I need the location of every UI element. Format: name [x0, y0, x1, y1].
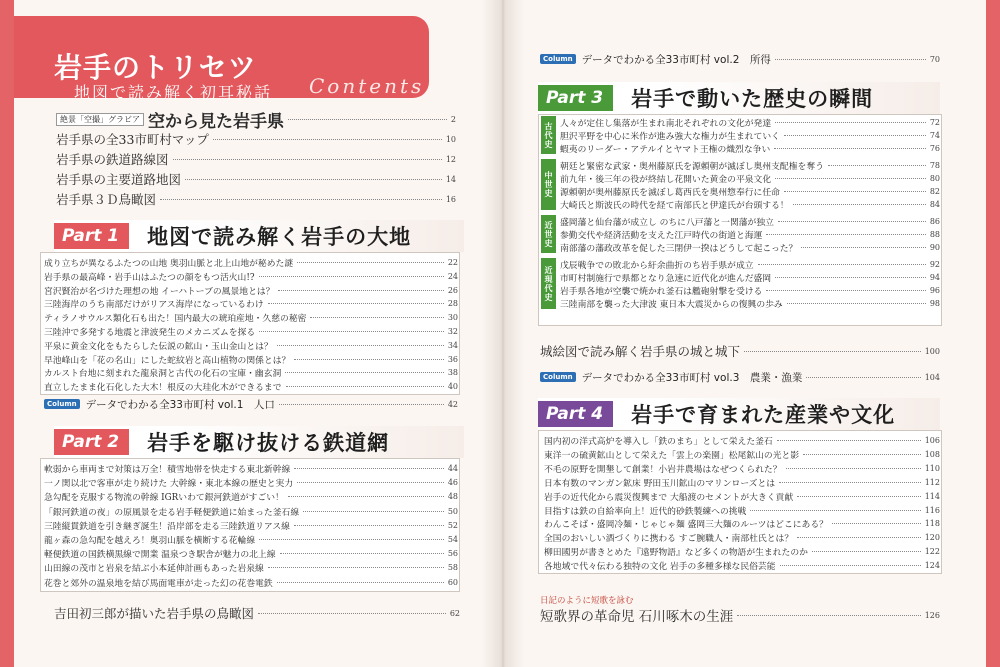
toc-entry[interactable]	[44, 490, 458, 503]
page-number: 124	[924, 561, 940, 571]
entry-title: 市町村制施行で県都となり急速に近代化が進んだ盛岡	[560, 273, 772, 284]
leader-dots	[288, 119, 447, 120]
entry-title: 三陸海岸のうち南部だけがリアス海岸になっているわけ	[44, 300, 264, 311]
toc-entry[interactable]	[544, 490, 940, 503]
era-tag	[541, 258, 556, 309]
toc-entry[interactable]	[44, 380, 458, 393]
leader-dots	[173, 159, 442, 160]
page-number: 90	[929, 242, 940, 252]
leader-dots	[775, 178, 926, 179]
page-number: 84	[929, 199, 940, 209]
entry-title: 山田線の茂市と岩泉を結ぶ小本延伸計画もあった岩泉線	[44, 564, 264, 575]
leader-dots	[766, 234, 925, 235]
leader-dots	[258, 613, 446, 614]
entry-title: 前九年・後三年の役が終結し花開いた黄金の平泉文化	[560, 174, 772, 185]
page-number: 42	[447, 399, 458, 409]
leader-dots	[277, 582, 444, 583]
part1-header	[54, 220, 464, 252]
entry-title: わんこそば・盛岡冷麺・じゃじゃ麺 盛岡三大麺のルーツはどこにある？	[544, 520, 828, 531]
page-number: 46	[447, 478, 458, 488]
page-number: 98	[929, 298, 940, 308]
toc-entry[interactable]	[544, 517, 940, 530]
entry-title: 「銀河鉄道の夜」の原風景を走る岩手軽便鉄道に始まった釜石線	[44, 507, 300, 518]
leader-dots	[280, 553, 444, 554]
leader-dots	[259, 331, 444, 332]
entry-title: ティラノサウルス類化石も出た！国内最大の琥珀産地・久慈の秘密	[44, 314, 307, 325]
page-number: 62	[449, 608, 460, 618]
book-gutter	[482, 0, 524, 667]
final-entry[interactable]	[540, 606, 940, 624]
column-title: データでわかる全33市町村 vol.3 農業・漁業	[581, 371, 803, 384]
page-number: 88	[929, 229, 940, 239]
leader-dots	[294, 468, 443, 469]
leader-dots	[812, 551, 921, 552]
toc-entry[interactable]	[544, 476, 940, 489]
entry-title: 参勤交代や経済活動を支えた江戸時代の街道と海運	[560, 230, 763, 241]
page-number: 58	[447, 563, 458, 573]
entry-title: 岩手県の全33市町村マップ	[56, 132, 209, 147]
toc-entry[interactable]	[56, 190, 456, 208]
page-number: 16	[445, 194, 456, 204]
toc-entry[interactable]	[56, 150, 456, 168]
era-label: 中世史	[544, 171, 553, 198]
entry-title: 直立したまま化石化した大木！根反の大珪化木ができるまで	[44, 383, 282, 394]
toc-entry[interactable]	[44, 256, 458, 269]
toc-entry[interactable]	[544, 434, 940, 447]
entry-title: 平泉に黄金文化をもたらした伝説の鉱山・玉山金山とは？	[44, 341, 273, 352]
toc-entry[interactable]	[44, 284, 458, 297]
leader-dots	[744, 351, 921, 352]
page-number: 120	[924, 533, 940, 543]
entry-title: 不毛の原野を開墾して創業！小岩井農場はなぜつくられた？	[544, 464, 782, 475]
leader-dots	[286, 386, 444, 387]
leader-dots	[828, 165, 926, 166]
page-number: 126	[924, 610, 940, 620]
leader-dots	[784, 135, 926, 136]
page-number: 80	[929, 173, 940, 183]
page-number: 56	[447, 549, 458, 559]
final-lead: 日記のように短歌を詠む	[540, 596, 634, 606]
toc-entry[interactable]	[544, 448, 940, 461]
entry-title: 成り立ちが異なるふたつの山地 奥羽山脈と北上山地が秘めた謎	[44, 259, 294, 269]
entry-title: 軽便鉄道の国鉄横黒線で開業 温泉つき駅舎が魅力の北上線	[44, 550, 276, 561]
entry-title: 吉田初三郎が描いた岩手県の鳥瞰図	[54, 606, 255, 621]
toc-entry[interactable]	[44, 561, 458, 574]
leader-dots	[801, 247, 925, 248]
era-label: 近世史	[544, 220, 553, 248]
toc-entry[interactable]	[560, 215, 940, 228]
column-badge: Column	[44, 399, 80, 409]
page-number: 52	[447, 520, 458, 530]
page-number: 92	[929, 259, 940, 269]
entry-title: 花巻と郊外の温泉地を結び馬面電車が走った幻の花巻電鉄	[44, 578, 273, 589]
page-number: 48	[447, 492, 458, 502]
entry-title: 三陸南部を襲った大津波 東日本大震災からの復興の歩み	[560, 299, 783, 310]
page-number: 108	[924, 449, 940, 459]
leader-dots	[259, 276, 444, 277]
toc-entry[interactable]	[44, 505, 458, 518]
column-title: データでわかる全33市町村 vol.2 所得	[581, 53, 771, 66]
leader-dots	[285, 372, 444, 373]
entry-title: 源頼朝が奥州藤原氏を滅ぼし葛西氏を奥州惣奉行に任命	[560, 187, 780, 198]
entry-title: 東洋一の硫黄鉱山として栄えた「雲上の楽園」松尾鉱山の光と影	[544, 450, 800, 461]
leader-dots	[793, 204, 926, 205]
leader-dots	[779, 482, 921, 483]
toc-entry[interactable]	[560, 271, 940, 284]
entry-title: 南部藩の藩政改革を促した三閉伊一揆はどうして起こった？	[560, 243, 798, 254]
leader-dots	[780, 565, 921, 566]
toc-entry[interactable]	[560, 159, 940, 172]
part1-label: Part 1	[54, 223, 129, 249]
column3-entry[interactable]	[540, 370, 940, 384]
page-number: 110	[924, 463, 940, 473]
toc-entry[interactable]	[44, 576, 458, 589]
page-number: 40	[447, 382, 458, 392]
leader-dots	[288, 496, 444, 497]
page-number: 78	[929, 160, 940, 170]
entry-title: 岩手県の鉄道路線図	[56, 152, 169, 167]
toc-entry[interactable]	[44, 311, 458, 324]
page-number: 26	[447, 285, 458, 295]
leader-dots	[777, 440, 921, 441]
page-number: 14	[445, 174, 456, 184]
leader-dots	[786, 468, 921, 469]
leader-dots	[797, 537, 921, 538]
part4-header	[538, 398, 940, 430]
leader-dots	[750, 510, 920, 511]
leader-dots	[259, 539, 444, 540]
entry-title: 三陸沖で多発する地震と津波発生のメカニズムを探る	[44, 328, 256, 338]
leader-dots	[778, 221, 926, 222]
column-badge: Column	[540, 54, 576, 64]
entry-title: 全国のおいしい酒づくりに携わる すご腕職人・南部杜氏とは？	[544, 534, 794, 545]
column2-entry[interactable]	[540, 52, 940, 66]
toc-entry[interactable]	[44, 476, 458, 489]
part2-label: Part 2	[54, 429, 129, 455]
toc-entry[interactable]	[560, 228, 940, 241]
entry-title: 短歌界の革命児 石川啄木の生涯	[540, 609, 734, 624]
leader-dots	[787, 303, 926, 304]
toc-entry[interactable]	[44, 270, 458, 283]
toc-entry[interactable]	[560, 198, 940, 211]
entry-title: 国内初の洋式高炉を導入し「鉄のまち」として栄えた釜石	[544, 437, 773, 447]
toc-entry[interactable]	[544, 504, 940, 517]
leader-dots	[278, 290, 443, 291]
page-number: 74	[929, 130, 940, 140]
entry-title: 龍ヶ森の急勾配を越えろ！奥羽山脈を横断する花輪線	[44, 536, 256, 546]
entry-title: 柳田國男が書きとめた『遠野物語』など多くの物語が生まれたのか	[544, 548, 808, 559]
leader-dots	[775, 277, 926, 278]
part3-title: 岩手で動いた歴史の瞬間	[631, 86, 874, 111]
entry-title: 各地域で代々伝わる独特の文化 岩手の多種多様な民俗芸能	[544, 562, 776, 573]
entry-title: 蝦夷のリーダー・アテルイとヤマト王権の熾烈な争い	[560, 144, 771, 155]
extra-right-entry[interactable]	[540, 342, 940, 360]
toc-entry[interactable]	[44, 353, 458, 366]
entry-title: 早池峰山を「花の名山」にした蛇紋岩と高山植物の関係とは？	[44, 355, 291, 366]
page-number: 22	[447, 258, 458, 267]
leader-dots	[803, 454, 921, 455]
era-label: 近現代史	[544, 265, 553, 302]
leader-dots	[832, 523, 921, 524]
part4-label: Part 4	[538, 401, 613, 427]
entry-title: カルスト台地に刻まれた龍泉洞と古代の化石の宝庫・幽玄洞	[44, 369, 282, 380]
toc-entry[interactable]	[560, 297, 940, 310]
page-number: 112	[924, 477, 940, 487]
leader-dots	[268, 303, 444, 304]
column-title: データでわかる全33市町村 vol.1 人口	[85, 398, 275, 411]
page-number: 44	[447, 464, 458, 473]
page-number: 70	[929, 54, 940, 64]
leader-dots	[279, 404, 444, 405]
leader-dots	[160, 199, 442, 200]
book-title: 岩手のトリセツ	[54, 51, 257, 84]
page-number: 34	[447, 340, 458, 350]
entry-title: 一ノ関以北で客車が走り続けた 大幹線・東北本線の歴史と実力	[44, 479, 294, 490]
part3-label: Part 3	[538, 85, 613, 111]
leader-dots	[775, 59, 926, 60]
leader-dots	[775, 122, 926, 123]
toc-entry[interactable]	[44, 533, 458, 546]
toc-entry[interactable]	[44, 297, 458, 310]
entry-title: 朝廷と緊密な武家・奥州藤原氏を源頼朝が滅ぼし奥州支配権を奪う	[560, 161, 824, 172]
gravure-entry[interactable]	[56, 108, 456, 130]
leader-dots	[303, 511, 444, 512]
page-number: 116	[924, 505, 940, 515]
toc-entry[interactable]	[56, 130, 456, 148]
toc-entry[interactable]	[560, 116, 940, 129]
toc-entry[interactable]	[44, 366, 458, 379]
toc-entry[interactable]	[544, 462, 940, 475]
entry-title: 城絵図で読み解く岩手県の城と城下	[540, 344, 741, 359]
page-number: 12	[445, 154, 456, 164]
page-number: 94	[929, 272, 940, 282]
page-number: 54	[447, 535, 458, 544]
page-number: 106	[924, 436, 940, 445]
toc-entry[interactable]	[560, 284, 940, 297]
page-number: 82	[929, 186, 940, 196]
era-label: 古代史	[544, 121, 553, 149]
page-number: 60	[447, 577, 458, 587]
page-number: 76	[929, 143, 940, 153]
leader-dots	[268, 567, 444, 568]
era-tag	[541, 215, 556, 253]
column-badge: Column	[540, 372, 576, 382]
entry-title: 日本有数のマンガン鉱床 野田玉川鉱山のマリンローズとは	[544, 478, 776, 489]
entry-title: 目指すは鉄の自給率向上！近代的砂鉄製練への挑戦	[544, 506, 747, 517]
entry-title: 岩手の近代化から震災復興まで 大船渡のセメントが大きく貢献	[544, 492, 794, 503]
leader-dots	[784, 191, 926, 192]
leader-dots	[185, 179, 442, 180]
toc-entry[interactable]	[44, 325, 458, 338]
column1-entry[interactable]	[44, 397, 458, 411]
toc-entry[interactable]	[44, 462, 458, 475]
entry-title: 岩手県の主要道路地図	[56, 172, 182, 187]
entry-title: 大崎氏と斯波氏の時代を経て南部氏と伊達氏が台頭する！	[560, 200, 789, 211]
part3-header	[538, 82, 940, 114]
page-number: 72	[929, 117, 940, 127]
page-number: 38	[447, 368, 458, 378]
leader-dots	[806, 377, 920, 378]
leader-dots	[297, 482, 444, 483]
page-number: 100	[924, 346, 940, 356]
leader-dots	[277, 345, 444, 346]
leader-dots	[310, 317, 443, 318]
leader-dots	[766, 290, 925, 291]
entry-title: 盛岡藩と仙台藩が成立し のちに八戸藩と一関藩が独立	[560, 217, 774, 228]
toc-entry[interactable]	[44, 519, 458, 532]
leader-dots	[213, 139, 442, 140]
leader-dots	[737, 615, 920, 616]
entry-title: 戊辰戦争での敗北から紆余曲折のち岩手県が成立	[560, 260, 754, 271]
toc-entry[interactable]	[560, 241, 940, 254]
leader-dots	[294, 359, 443, 360]
leader-dots	[297, 262, 444, 263]
toc-entry[interactable]	[560, 142, 940, 155]
era-tag	[541, 159, 556, 210]
leader-dots	[758, 264, 926, 265]
entry-title: 岩手県各地が空襲で焼かれ釜石は艦砲射撃を受ける	[560, 286, 763, 297]
entry-title: 岩手県３Ｄ鳥瞰図	[56, 192, 157, 207]
toc-entry[interactable]	[44, 547, 458, 560]
entry-title: 人々が定住し集落が生まれ南北それぞれの文化が発達	[560, 118, 772, 129]
page-number: 24	[447, 271, 458, 281]
entry-title: 岩手県の最高峰・岩手山はふたつの顔をもつ活火山!?	[44, 272, 255, 283]
toc-entry[interactable]	[560, 129, 940, 142]
page-number: 50	[447, 506, 458, 516]
leader-dots	[294, 525, 444, 526]
entry-title: 急勾配を克服する物流の幹線 IGRいわて銀河鉄道がすごい！	[44, 493, 284, 504]
page-number: 96	[929, 285, 940, 295]
entry-title: 軟弱から車両まで対策は万全！積雪地帯を快走する東北新幹線	[44, 465, 291, 475]
extra-left-entry[interactable]	[54, 604, 460, 622]
toc-entry[interactable]	[56, 170, 456, 188]
book-subtitle: 地図で読み解く初耳秘話	[74, 83, 273, 102]
page-number: 32	[447, 327, 458, 336]
leader-dots	[774, 148, 926, 149]
leader-dots	[797, 496, 921, 497]
page-number: 28	[447, 299, 458, 309]
contents-header	[14, 16, 429, 102]
entry-title: 胆沢平野を中心に米作が進み強大な権力が生まれていく	[560, 131, 780, 142]
toc-entry[interactable]	[560, 172, 940, 185]
entry-title: 宮沢賢治が名づけた理想の地 イーハトーブの風景地とは？	[44, 286, 275, 297]
page-number: 36	[447, 354, 458, 364]
page-number: 86	[929, 216, 940, 226]
toc-entry[interactable]	[560, 258, 940, 271]
era-tag	[541, 116, 556, 154]
entry-title: 三陸縦貫鉄道を引き継ぎ誕生！沿岸部を走る三陸鉄道リアス線	[44, 521, 290, 532]
gravure-title: 空から見た岩手県	[148, 111, 284, 130]
page-number: 30	[447, 313, 458, 323]
part4-title: 岩手で育まれた産業や文化	[631, 402, 896, 427]
toc-entry[interactable]	[544, 559, 940, 572]
part1-title: 地図で読み解く岩手の大地	[147, 224, 412, 249]
page-number: 2	[450, 114, 456, 124]
toc-entry[interactable]	[544, 545, 940, 558]
toc-entry[interactable]	[44, 339, 458, 352]
page-number: 122	[924, 547, 940, 557]
toc-entry[interactable]	[560, 185, 940, 198]
page-number: 114	[924, 491, 940, 501]
page-number: 104	[924, 372, 940, 382]
part2-title: 岩手を駆け抜ける鉄道網	[147, 430, 390, 455]
page-number: 10	[445, 134, 456, 144]
gravure-tag: 絶景「空撮」グラビア	[56, 113, 144, 126]
toc-entry[interactable]	[544, 531, 940, 544]
contents-label: Contents	[309, 74, 425, 98]
part2-header	[54, 426, 464, 458]
page-number: 118	[924, 519, 940, 529]
